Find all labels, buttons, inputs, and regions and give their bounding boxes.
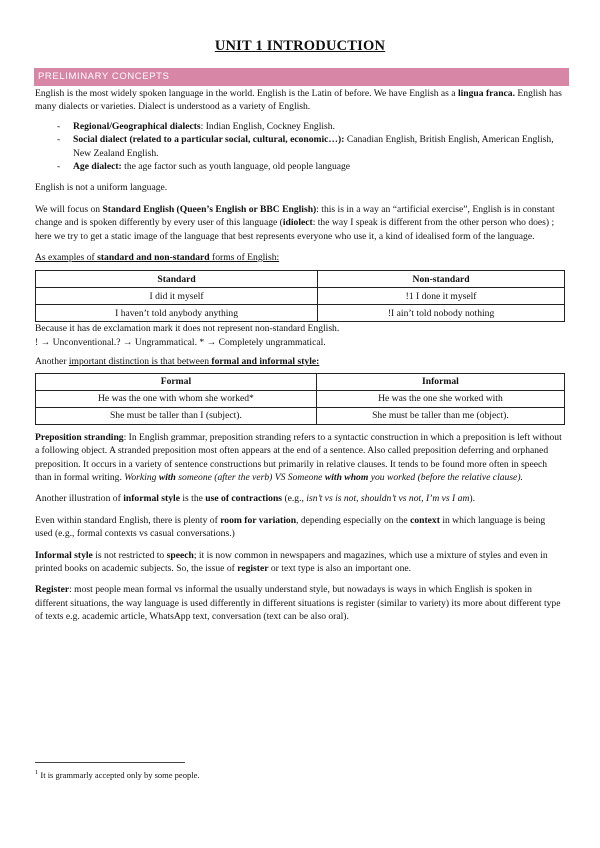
intro-bold: lingua franca. [457, 88, 516, 99]
contractions-paragraph [35, 492, 565, 505]
heading-bold: formal and informal style: [211, 356, 320, 368]
exclamation-note: Because it has de exclamation mark it does not represent non-standard English. [35, 323, 340, 335]
table-cell: He was the one she worked with [316, 390, 564, 407]
contractions-text-3: (e.g., [282, 493, 307, 505]
contractions-text-2: is the [179, 493, 206, 505]
table-cell: I did it myself [36, 288, 318, 305]
table-header: Standard [36, 271, 318, 288]
table-header: Informal [316, 373, 564, 390]
table-cell: I haven’t told anybody anything [36, 305, 318, 322]
dialect-term: Regional/Geographical dialects [73, 120, 201, 132]
dialect-text: the age factor such as youth language, old people language [121, 161, 351, 173]
not-uniform-paragraph: English is not a uniform language. [35, 182, 168, 194]
variation-bold: room for variation [220, 514, 297, 526]
heading-text-2: forms of English: [209, 252, 280, 264]
footnote-text: It is grammarly accepted only by some people. [38, 769, 200, 780]
register-paragraph [35, 583, 565, 623]
example-italic-3: you worked (before the relative clause). [368, 471, 523, 483]
dialect-text: : Indian English, Cockney English. [200, 120, 335, 132]
heading-text: As examples of [35, 252, 98, 264]
intro-paragraph [35, 87, 565, 114]
table-header-row [36, 373, 565, 390]
formal-heading [35, 355, 565, 368]
heading-bold: standard and non-standard [97, 252, 210, 264]
footnote-divider [35, 762, 185, 763]
example-bold: with [158, 471, 176, 483]
examples-heading [35, 251, 565, 264]
contractions-text-4: ). [469, 493, 475, 505]
contractions-italic: isn’t vs is not, shouldn’t vs not, I’m vs I am [306, 493, 470, 505]
variation-text-2: , depending especially on the [296, 514, 411, 526]
dialect-text: Canadian English, British English, American English, New Zealand English. [73, 134, 554, 159]
informal-text: is not restricted to [92, 549, 167, 561]
informal-bold-2: speech [166, 549, 194, 561]
dialect-list [35, 120, 565, 174]
table-cell: She must be taller than I (subject). [36, 407, 317, 424]
informal-bold: Informal style [35, 549, 93, 561]
page-title: UNIT 1 INTRODUCTION [214, 38, 386, 54]
standard-text-2: : this is in a way an “artificial exercise”, English is in constant change and is spoken differently by every user of this language ( [35, 203, 555, 229]
document-body [35, 87, 565, 624]
variation-bold-2: context [410, 514, 440, 526]
stranding-text: : In English grammar, preposition stranding refers to a syntactic construction in which a preposition is left without a following object. A stranded preposition most often appears at the end of a sentence. Also called preposition deferring and orphaned preposition. It occurs in a variety of sentence constructions but primarily in relative clauses. It tends to be found more often in speech than in formal writing. [35, 431, 562, 483]
stranding-paragraph [35, 431, 565, 485]
register-text: : most people mean formal vs informal the usually understand style, but nowadays is ways in which English is spoken in different situations, the way language is used differently in different situations is register (similar to variety) its more about different type of texts e.g. academic article, WhatsApp text, conversation (text can be also oral). [35, 584, 561, 623]
dialect-term: Age dialect: [73, 161, 122, 173]
contractions-bold-2: use of contractions [205, 493, 283, 505]
standard-nonstandard-table [35, 270, 565, 322]
standard-text: We will focus on [35, 203, 103, 215]
table-row [36, 407, 565, 424]
standard-text-3: : the way I speak is different from the other person who does) ; here we try to get a static image of the language that best represents everyone who use it, a kind of idealised form of the language. [35, 217, 555, 242]
table-cell: !1 I done it myself [318, 288, 565, 305]
variation-text-3: in which language is being used (e.g., formal contexts vs casual conversations.) [35, 514, 546, 540]
informal-bold-3: register [237, 562, 269, 574]
intro-text: English is the most widely spoken language in the world. English is the Latin of before. We have English as a [35, 88, 458, 99]
standard-paragraph [35, 203, 565, 243]
section-banner: PRELIMINARY CONCEPTS [34, 68, 569, 86]
informal-text-2: ; it is now common in newspapers and magazines, which use a mixture of styles and even in printed books on academic subjects. So, the issue of [35, 549, 548, 574]
standard-bold: Standard English (Queen’s English or BBC English) [102, 203, 317, 215]
table-cell: He was the one with whom she worked* [36, 390, 317, 407]
formal-informal-table [35, 373, 565, 425]
variation-text: Even within standard English, there is plenty of [35, 514, 221, 526]
table-header-row [36, 271, 565, 288]
informal-paragraph [35, 549, 565, 576]
symbol-legend: ! → Unconventional.? → Ungrammatical. * → Completely ungrammatical. [35, 336, 326, 348]
footnote-number: 1 [35, 769, 39, 776]
list-item [35, 133, 565, 160]
list-item [35, 120, 565, 133]
table-cell: !I ain’t told nobody nothing [318, 305, 565, 322]
footnote [35, 769, 199, 780]
table-cell: She must be taller than me (object). [316, 407, 564, 424]
table-row [36, 288, 565, 305]
table-row [36, 305, 565, 322]
dialect-term: Social dialect (related to a particular social, cultural, economic…): [73, 134, 345, 146]
example-italic-2: someone (after the verb) VS Someone [175, 471, 325, 483]
heading-underlined: important distinction is that between [68, 356, 212, 368]
informal-text-3: or text type is also an important one. [268, 562, 412, 574]
variation-paragraph [35, 514, 565, 541]
example-bold-2: with whom [324, 471, 369, 483]
intro-text-2: English has many dialects or varieties. Dialect is understood as a variety of English. [35, 88, 562, 113]
stranding-term: Preposition stranding [35, 431, 124, 443]
table-row [36, 390, 565, 407]
contractions-bold: informal style [123, 493, 180, 505]
contractions-text: Another illustration of [35, 493, 124, 505]
idiolect-term: idiolect [282, 217, 313, 229]
heading-text: Another [35, 356, 69, 368]
table-header: Formal [36, 373, 317, 390]
register-bold: Register [35, 584, 70, 596]
list-item [35, 160, 565, 173]
example-italic: Working [124, 471, 159, 483]
table-header: Non-standard [318, 271, 565, 288]
